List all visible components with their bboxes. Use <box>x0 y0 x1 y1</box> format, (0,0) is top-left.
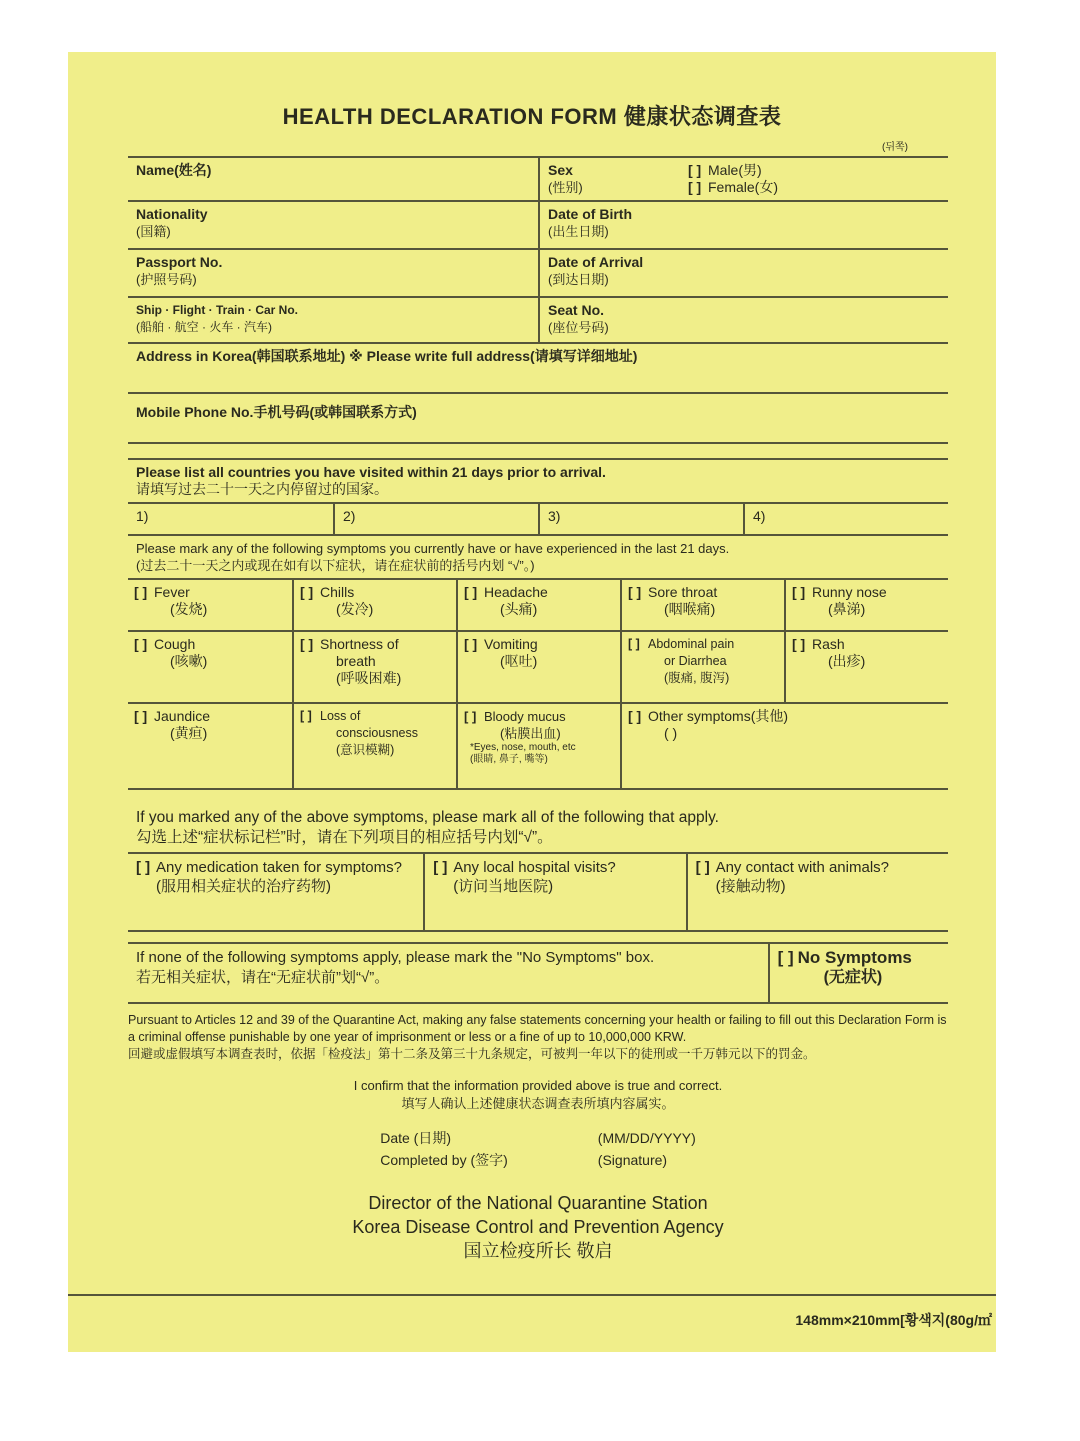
no-symptoms-instruction <box>128 944 768 1002</box>
country-slot-2[interactable]: 2) <box>333 504 538 534</box>
symptom-runny-nose[interactable]: [ ] Runny nose (鼻涕) <box>784 580 948 630</box>
symptoms-instruction-en: Please mark any of the following symptoms you currently have or have experienced in the last 21 days. <box>136 541 730 556</box>
director-line-3: 国立检疫所长 敬启 <box>463 1241 613 1261</box>
director-block <box>128 1191 948 1263</box>
sex-label: Sex <box>548 162 573 178</box>
row-transport-seat <box>128 298 948 344</box>
row-countries-header <box>128 458 948 504</box>
dob-label: Date of Birth <box>548 206 632 222</box>
no-symptoms-label-zh: (无症状) <box>823 969 883 986</box>
apply-animals-label: Any contact with animals? <box>715 859 889 876</box>
apply-medication-label-zh: (服用相关症状的治疗药物) <box>156 878 331 895</box>
countries-instruction <box>128 460 948 502</box>
director-line-1: Director of the National Quarantine Station <box>368 1193 708 1213</box>
symptom-bloody-mucus[interactable]: [ ] Bloody mucus (粘膜出血) *Eyes, nose, mouth, etc (眼睛, 鼻子, 嘴等) <box>456 704 620 788</box>
apply-animals-label-zh: (接触动物) <box>715 878 786 895</box>
address-field[interactable]: Address in Korea(韩国联系地址) ※ Please write full address(请填写详细地址) <box>136 348 638 364</box>
transport-field[interactable] <box>128 298 538 342</box>
symptom-sore-throat-label: Sore throat <box>648 584 718 600</box>
symptom-bloody-mucus-label: Bloody mucus <box>484 709 566 724</box>
symptom-loc-label-2: consciousness <box>336 726 418 740</box>
symptom-headache-label-zh: (头痛) <box>500 601 538 617</box>
name-field[interactable]: Name(姓名) <box>136 162 212 178</box>
symptom-runny-nose-label-zh: (鼻涕) <box>828 601 866 617</box>
symptom-shortness-label: Shortness of <box>320 636 399 652</box>
symptom-rash-label: Rash <box>812 636 845 652</box>
countries-instruction-en: Please list all countries you have visited within 21 days prior to arrival. <box>136 464 606 480</box>
symptom-jaundice[interactable]: [ ] Jaundice (黄疸) <box>128 704 292 788</box>
signature-input[interactable]: (Signature) <box>597 1152 668 1168</box>
row-passport-arrival <box>128 250 948 298</box>
apply-instruction-en: If you marked any of the above symptoms, please mark all of the following that apply. <box>136 809 719 826</box>
female-label: Female(女) <box>708 179 779 195</box>
apply-hospital-label: Any local hospital visits? <box>453 859 616 876</box>
symptom-shortness-label-zh: (呼吸困难) <box>336 670 402 686</box>
row-name-sex <box>128 156 948 202</box>
symptom-shortness-of-breath[interactable]: [ ] Shortness of breath (呼吸困难) <box>292 632 456 702</box>
symptom-cough-label-zh: (咳嗽) <box>170 653 208 669</box>
dob-field[interactable] <box>538 202 948 248</box>
transport-label-zh: (船舶 · 航空 · 火车 · 汽车) <box>136 320 272 334</box>
dob-label-zh: (出生日期) <box>548 224 609 239</box>
symptom-headache-label: Headache <box>484 584 548 600</box>
symptoms-instruction <box>128 536 948 578</box>
confirmation-en: I confirm that the information provided above is true and correct. <box>353 1078 723 1093</box>
symptoms-row-3 <box>128 704 948 790</box>
transport-label: Ship · Flight · Train · Car No. <box>136 303 298 317</box>
male-label: Male(男) <box>708 162 762 178</box>
countries-instruction-zh: 请填写过去二十一天之内停留过的国家。 <box>136 481 388 497</box>
symptom-fever[interactable]: [ ] Fever (发烧) <box>128 580 292 630</box>
row-apply <box>128 852 948 932</box>
symptom-cough[interactable]: [ ] Cough (咳嗽) <box>128 632 292 702</box>
row-mobile <box>128 394 948 444</box>
symptom-vomiting-label: Vomiting <box>484 636 538 652</box>
symptom-loss-of-consciousness[interactable]: [ ] Loss of consciousness (意识模糊) <box>292 704 456 788</box>
seat-label-zh: (座位号码) <box>548 320 609 335</box>
symptom-abdominal-label: Abdominal pain <box>648 637 735 651</box>
symptom-chills-label-zh: (发冷) <box>336 601 374 617</box>
row-symptoms-header <box>128 536 948 580</box>
arrival-label-zh: (到达日期) <box>548 272 609 287</box>
confirmation <box>128 1077 948 1113</box>
symptom-headache[interactable]: [ ] Headache (头痛) <box>456 580 620 630</box>
legal-notice-en: Pursuant to Articles 12 and 39 of the Quarantine Act, making any false statements concerning your health or failing to fill out this Declaration Form is a criminal offense punishable by one year of imprisonment or less or a fine of up to 10,000,000 KRW. <box>128 1013 947 1044</box>
director-line-2: Korea Disease Control and Prevention Agency <box>352 1217 724 1237</box>
no-symptoms-instruction-zh: 若无相关症状，请在“无症状前”划“√”。 <box>136 969 390 986</box>
symptom-cough-label: Cough <box>154 636 196 652</box>
apply-medication[interactable]: [ ] Any medication taken for symptoms? (服用相关症状的治疗药物) <box>128 854 423 930</box>
symptom-sore-throat-label-zh: (咽喉痛) <box>664 601 716 617</box>
row-nationality-dob <box>128 202 948 250</box>
passport-label-zh: (护照号码) <box>136 272 197 287</box>
symptom-bloody-mucus-note-zh: (眼睛, 鼻子, 嘴等) <box>470 754 548 765</box>
form-sheet <box>128 156 948 1263</box>
symptom-other-input[interactable]: ( ) <box>664 725 678 741</box>
paper-size: 148mm×210mm[황색지(80g/㎡ <box>795 1312 992 1328</box>
symptom-rash[interactable]: [ ] Rash (出疹) <box>784 632 948 702</box>
date-input[interactable]: (MM/DD/YYYY) <box>597 1130 696 1146</box>
no-symptoms-checkbox[interactable]: [ ] No Symptoms (无症状) <box>768 944 948 1002</box>
signature-block <box>128 1127 948 1171</box>
symptom-jaundice-label-zh: (黄疸) <box>170 725 208 741</box>
apply-hospital-label-zh: (访问当地医院) <box>453 878 554 895</box>
symptom-bloody-mucus-label-zh: (粘膜出血) <box>500 726 561 741</box>
confirmation-zh: 填写人确认上述健康状态调查表所填内容属实。 <box>401 1096 675 1111</box>
symptom-other[interactable]: [ ] Other symptoms(其他) ( ) <box>620 704 948 788</box>
symptom-sore-throat[interactable]: [ ] Sore throat (咽喉痛) <box>620 580 784 630</box>
passport-label: Passport No. <box>136 254 223 270</box>
apply-instruction <box>128 804 948 852</box>
passport-field[interactable] <box>128 250 538 296</box>
apply-hospital[interactable]: [ ] Any local hospital visits? (访问当地医院) <box>423 854 685 930</box>
symptom-jaundice-label: Jaundice <box>154 708 211 724</box>
seat-field[interactable] <box>538 298 948 342</box>
symptom-chills-label: Chills <box>320 584 355 600</box>
back-page-note: (뒤쪽) <box>882 142 908 153</box>
symptom-chills[interactable]: [ ] Chills (发冷) <box>292 580 456 630</box>
apply-medication-label: Any medication taken for symptoms? <box>156 859 402 876</box>
symptom-loc-label-zh: (意识模糊) <box>336 743 395 757</box>
legal-notice-zh: 回避或虚假填写本调查表时，依据「检疫法」第十二条及第三十九条规定，可被判一年以下的徒刑或一千万韩元以下的罚金。 <box>128 1047 816 1061</box>
symptom-shortness-label-2: breath <box>336 653 376 669</box>
symptom-abdominal-pain[interactable]: [ ] Abdominal pain or Diarrhea (腹痛, 腹泻) <box>620 632 784 702</box>
apply-animals[interactable]: [ ] Any contact with animals? (接触动物) <box>686 854 948 930</box>
completed-by-label: Completed by (签字) <box>380 1152 508 1168</box>
symptom-vomiting[interactable]: [ ] Vomiting (呕吐) <box>456 632 620 702</box>
legal-notice <box>128 1004 948 1063</box>
male-checkbox[interactable]: [ ] Male(男) <box>688 162 762 178</box>
apply-instruction-zh: 勾选上述“症状标记栏”时，请在下列项目的相应括号内划“√”。 <box>136 829 553 846</box>
row-apply-header <box>128 804 948 852</box>
bottom-divider <box>68 1294 996 1296</box>
symptom-other-label: Other symptoms(其他) <box>648 708 789 724</box>
symptoms-row-1 <box>128 580 948 632</box>
symptom-abdominal-label-2: or Diarrhea <box>664 654 727 668</box>
no-symptoms-instruction-en: If none of the following symptoms apply, please mark the "No Symptoms" box. <box>136 949 655 966</box>
sex-field <box>538 158 948 200</box>
nationality-label: Nationality <box>136 206 208 222</box>
seat-label: Seat No. <box>548 302 605 318</box>
row-countries <box>128 504 948 536</box>
symptom-rash-label-zh: (出疹) <box>828 653 866 669</box>
symptom-fever-label-zh: (发烧) <box>170 601 208 617</box>
row-address <box>128 344 948 394</box>
symptoms-instruction-zh: (过去二十一天之内或现在如有以下症状，请在症状前的括号内划 “√”。) <box>136 558 535 573</box>
nationality-label-zh: (国籍) <box>136 224 171 239</box>
symptom-bloody-mucus-note: *Eyes, nose, mouth, etc <box>470 742 576 753</box>
sex-label-zh: (性别) <box>548 180 583 195</box>
row-no-symptoms <box>128 942 948 1004</box>
country-slot-4[interactable]: 4) <box>743 504 948 534</box>
health-declaration-form <box>68 52 996 1352</box>
arrival-field[interactable] <box>538 250 948 296</box>
nationality-field[interactable] <box>128 202 538 248</box>
form-title: HEALTH DECLARATION FORM 健康状态调查表 <box>282 104 782 129</box>
symptoms-row-2 <box>128 632 948 704</box>
symptom-loc-label: Loss of <box>320 709 361 723</box>
arrival-label: Date of Arrival <box>548 254 644 270</box>
no-symptoms-label: No Symptoms <box>797 948 912 967</box>
symptom-runny-nose-label: Runny nose <box>812 584 887 600</box>
symptom-fever-label: Fever <box>154 584 190 600</box>
mobile-field[interactable]: Mobile Phone No.手机号码(或韩国联系方式) <box>136 404 417 420</box>
country-slot-1[interactable]: 1) <box>136 508 149 524</box>
female-checkbox[interactable]: [ ] Female(女) <box>688 179 779 195</box>
symptom-abdominal-label-zh: (腹痛, 腹泻) <box>664 671 730 685</box>
country-slot-3[interactable]: 3) <box>538 504 743 534</box>
symptom-vomiting-label-zh: (呕吐) <box>500 653 538 669</box>
date-label: Date (日期) <box>380 1130 451 1146</box>
